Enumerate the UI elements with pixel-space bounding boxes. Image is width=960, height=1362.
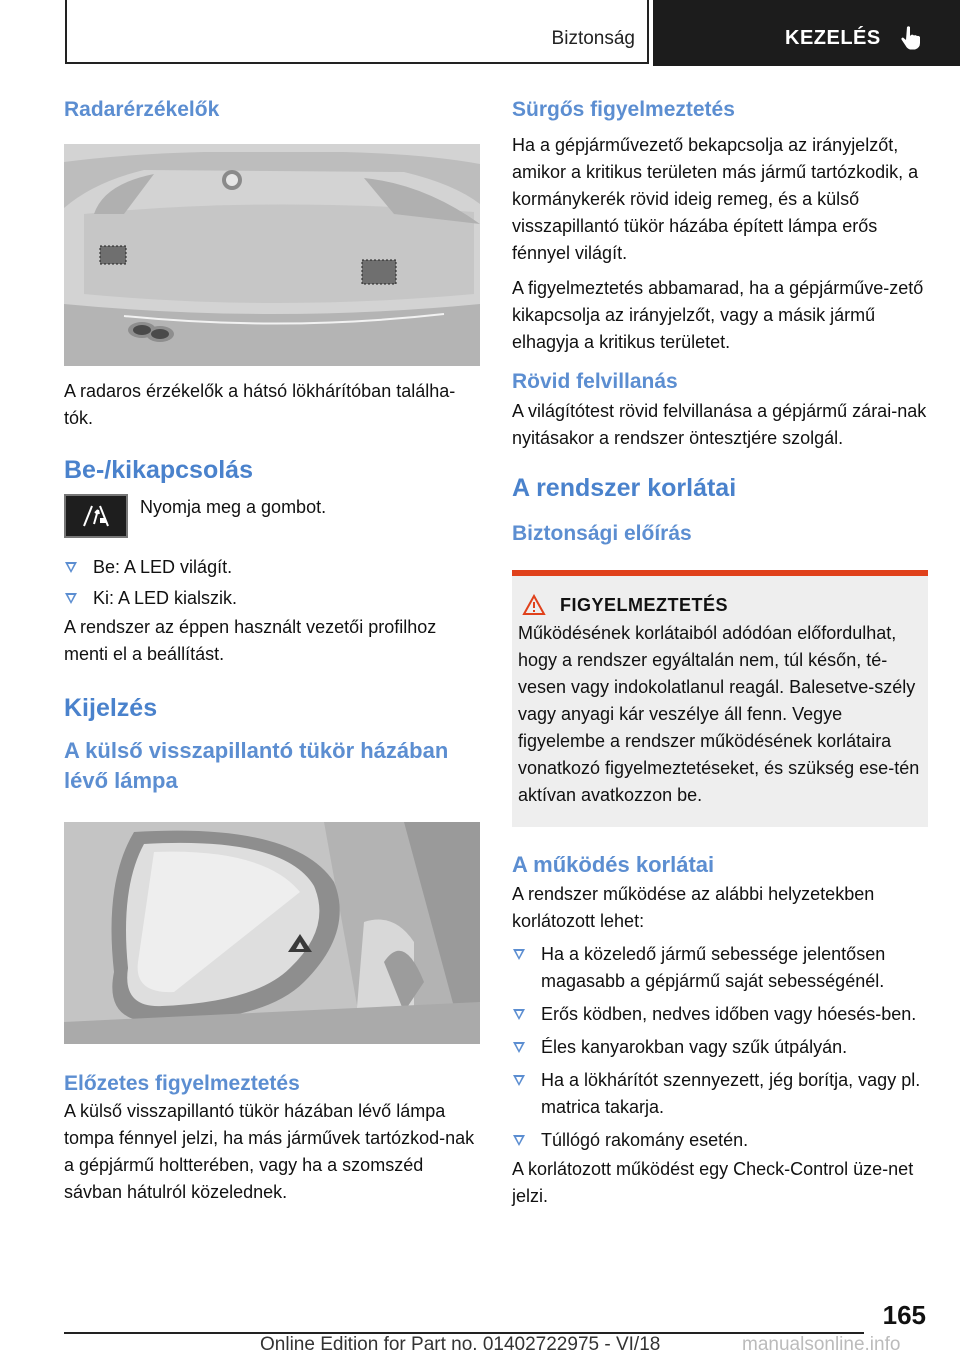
heading-operation-limits: A működés korlátai: [512, 852, 715, 877]
on-off-note: A rendszer az éppen használt vezetői profilhoz menti el a beállítást.: [64, 617, 437, 664]
figure-rear-bumper: [64, 144, 480, 366]
list-item: Ha a közeledő jármű sebessége jelentősen magasabb a gépjármű saját sebességénél.: [512, 941, 928, 995]
heading-mirror-lamp: A külső visszapillantó tükör házában lévő lámpa: [64, 738, 449, 793]
footer-watermark: manualsonline.info: [742, 1334, 901, 1355]
heading-display: Kijelzés: [64, 694, 158, 722]
warning-title-row: [518, 594, 920, 616]
left-column: [64, 96, 480, 1206]
heading-system-limits: A rendszer korlátai: [512, 474, 737, 502]
warning-box: [512, 570, 928, 827]
heading-prewarning: Előzetes figyelmeztetés: [64, 1072, 300, 1095]
header-section-title: Biztonság: [551, 28, 635, 49]
on-off-list: [64, 554, 480, 612]
heading-on-off: Be-/kikapcsolás: [64, 456, 253, 484]
footer-edition: Online Edition for Part no. 01402722975 - VI/18: [260, 1334, 661, 1355]
flash-text: A világítótest rövid felvillanása a gépjármű zárai‐nak nyitásakor a rendszer öntesztjére szolgál.: [512, 401, 927, 448]
pointing-hand-icon: [900, 25, 924, 51]
warning-title: FIGYELMEZTETÉS: [560, 594, 729, 615]
list-item: Ha a lökhárítót szennyezett, jég borítja, vagy pl. matrica takarja.: [512, 1067, 928, 1121]
triangle-bullet-icon: [513, 1135, 525, 1146]
lane-change-button-icon: [64, 494, 128, 538]
operation-limits-list: [512, 941, 928, 1154]
list-item: Ki: A LED kialszik.: [64, 585, 480, 612]
heading-radar-sensors: Radarérzékelők: [64, 98, 220, 121]
triangle-bullet-icon: [65, 562, 77, 573]
triangle-bullet-icon: [513, 1042, 525, 1053]
heading-urgent-warning: Sürgős figyelmeztetés: [512, 98, 735, 121]
triangle-bullet-icon: [513, 1075, 525, 1086]
triangle-bullet-icon: [65, 593, 77, 604]
header-section-box: [65, 0, 649, 64]
prewarning-text: A külső visszapillantó tükör házában lévő lámpa tompa fénnyel jelzi, ha más járművek tartózkod‐nak a gépjármű holtterében, vagy ha a szomszéd sávban hátulról közelednek.: [64, 1101, 475, 1202]
figure-side-mirror: [64, 822, 480, 1044]
warning-triangle-icon: [522, 594, 546, 616]
operation-limits-note: A korlátozott működést egy Check-Control üze‐net jelzi.: [512, 1159, 914, 1206]
urgent-text-2: A figyelmeztetés abbamarad, ha a gépjárműve‐zető kikapcsolja az irányjelzőt, vagy a másik jármű elhagyja a kritikus területet.: [512, 278, 924, 352]
header-chapter-tab: [653, 0, 960, 66]
list-item: Éles kanyarokban vagy szűk útpályán.: [512, 1034, 928, 1061]
operation-limits-intro: A rendszer működése az alábbi helyzetekben korlátozott lehet:: [512, 884, 875, 931]
heading-short-flash: Rövid felvillanás: [512, 370, 678, 393]
list-item: Túllógó rakomány esetén.: [512, 1127, 928, 1154]
header-tab-label: KEZELÉS: [785, 27, 881, 49]
urgent-text-1: Ha a gépjárművezető bekapcsolja az irányjelzőt, amikor a kritikus területen más jármű tartózkodik, a kormánykerék rövid ideig remeg, és a külső visszapillantó tükör házába épített lámpa erős fénnyel világít.: [512, 135, 919, 263]
right-column: [512, 96, 928, 1210]
page-number: 165: [882, 1300, 926, 1330]
heading-safety-note: Biztonsági előírás: [512, 522, 692, 545]
list-item: Be: A LED világít.: [64, 554, 480, 581]
triangle-bullet-icon: [513, 949, 525, 960]
button-instruction-row: [64, 494, 480, 538]
triangle-bullet-icon: [513, 1009, 525, 1020]
radar-caption: A radaros érzékelők a hátsó lökhárítóban találha‐tók.: [64, 381, 456, 428]
warning-text: Működésének korlátaiból adódóan előfordulhat, hogy a rendszer egyáltalán nem, túl későn, té‐vesen vagy indokolatlanul reagál. Balesetve‐szély vagy anyagi kár veszélye áll fenn. Vegye figyelembe a rendszer működésének korlátaira vonatkozó figyelmeztetéseket, és szükség ese‐tén aktívan avatkozzon be.: [518, 623, 920, 805]
press-button-text: Nyomja meg a gombot.: [140, 497, 327, 517]
list-item: Erős ködben, nedves időben vagy hóesés‐ben.: [512, 1001, 928, 1028]
